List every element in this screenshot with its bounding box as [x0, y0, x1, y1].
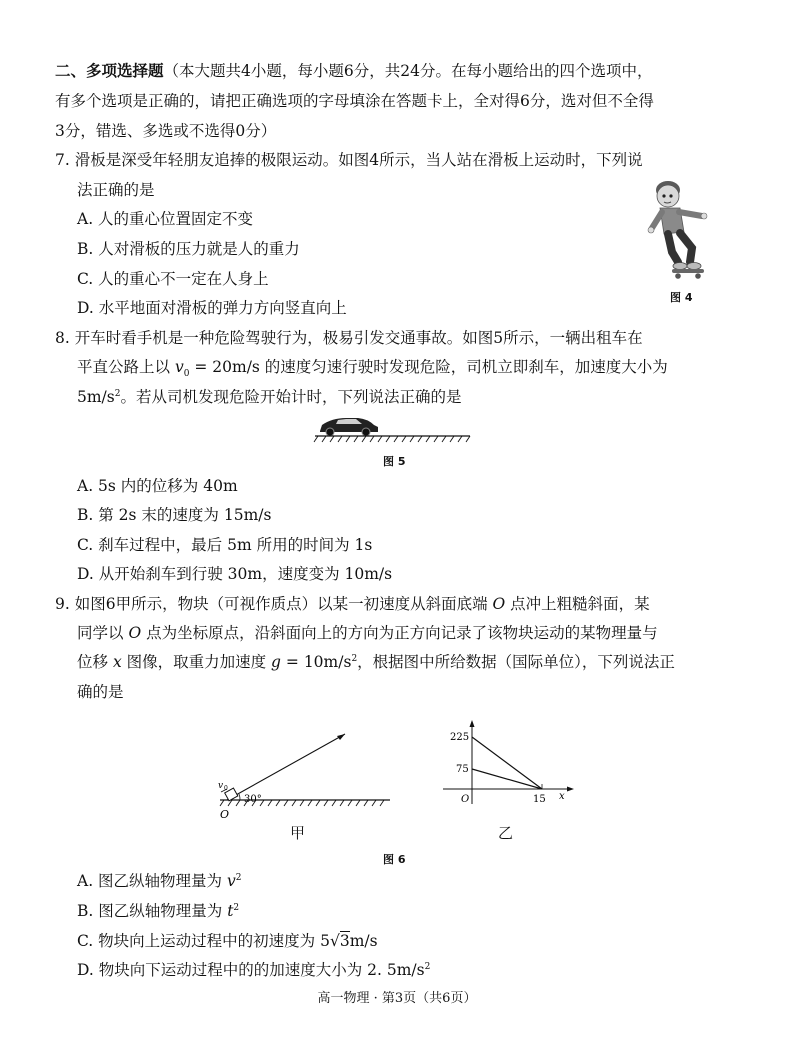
figure-5-caption: 图 5 — [383, 455, 406, 468]
q9-option-a: A. 图乙纵轴物理量为 $v^2$ — [77, 872, 242, 890]
section-intro-text: （本大题共4小题，每小题6分，共24分。在每小题给出的四个选项中， — [163, 62, 653, 80]
q7-stem-line-1: 7. 滑板是深受年轻朋友追捧的极限运动。如图4所示，当人站在滑板上运动时，下列说 — [55, 151, 643, 169]
q7-stem-line-2: 法正确的是 — [77, 181, 155, 199]
figure-4-caption: 图 4 — [670, 291, 693, 304]
q7-option-b: B. 人对滑板的压力就是人的重力 — [77, 240, 300, 258]
svg-text:225: 225 — [450, 732, 470, 743]
section-heading: 二、多项选择题 — [55, 61, 164, 80]
svg-text:x: x — [559, 791, 565, 802]
q7-option-c: C. 人的重心不一定在人身上 — [77, 270, 269, 288]
figure-jia-label: 甲 — [290, 824, 306, 842]
section-intro-line-3: 3分，错选、多选或不选得0分） — [55, 122, 277, 140]
svg-text:O: O — [220, 808, 230, 821]
car-on-road-figure — [312, 413, 472, 443]
q9-stem-line-1: 9. 如图6甲所示，物块（可视作质点）以某一初速度从斜面底端 O 点冲上粗糙斜面，某 — [55, 595, 650, 613]
q9-stem-line-3: 位移 x 图像，取重力加速度 $g = 10m/s^2$，根据图中所给数据（国际单位），下列说法正 — [77, 653, 675, 671]
q7-option-d: D. 水平地面对滑板的弹力方向竖直向上 — [77, 299, 347, 317]
svg-text:0: 0 — [224, 785, 228, 792]
q7-option-a: A. 人的重心位置固定不变 — [77, 210, 254, 228]
svg-text:v: v — [218, 781, 224, 791]
section-intro-line-2: 有多个选项是正确的，请把正确选项的字母填涂在答题卡上，全对得6分，选对但不全得 — [55, 92, 654, 110]
q8-option-c: C. 刹车过程中，最后 5m 所用的时间为 1s — [77, 536, 373, 554]
q9-option-b: B. 图乙纵轴物理量为 $t^2$ — [77, 902, 240, 920]
q9-option-c: C. 物块向上运动过程中的初速度为 5√3m/s — [77, 932, 378, 950]
figure-yi-label: 乙 — [498, 824, 514, 842]
section-intro-line-1 — [55, 60, 652, 82]
figure-6-caption: 图 6 — [383, 853, 406, 866]
svg-text:15: 15 — [533, 794, 546, 805]
page-footer: 高一物理 · 第3页（共6页） — [317, 991, 477, 1006]
svg-text:O: O — [461, 794, 470, 805]
graph-figure-yi — [440, 720, 575, 806]
sqrt-symbol: √ — [329, 932, 340, 950]
q8-stem-line-2: 平直公路上以 $v_0 = 20m/s$ 的速度匀速行驶时发现危险，司机立即刹车，加速度大小为 — [77, 358, 668, 380]
svg-text:75: 75 — [456, 764, 469, 775]
q8-stem-line-3: $5m/s^2$。若从司机发现危险开始计时，下列说法正确的是 — [77, 388, 462, 406]
svg-text:30°: 30° — [244, 794, 262, 805]
q9-stem-line-4: 确的是 — [77, 683, 124, 701]
q8-option-b: B. 第 2s 末的速度为 15m/s — [77, 506, 272, 524]
skateboarder-figure — [646, 176, 716, 282]
incline-figure-jia — [210, 728, 395, 826]
q8-option-a: A. 5s 内的位移为 40m — [77, 477, 238, 495]
q9-stem-line-2: 同学以 O 点为坐标原点，沿斜面向上的方向为正方向记录了该物块运动的某物理量与 — [77, 624, 658, 642]
q9-option-d: D. 物块向下运动过程中的的加速度大小为 2. $5m/s^2$ — [77, 961, 431, 979]
q8-option-d: D. 从开始刹车到行驶 30m，速度变为 10m/s — [77, 565, 393, 583]
q8-stem-line-1: 8. 开车时看手机是一种危险驾驶行为，极易引发交通事故。如图5所示，一辆出租车在 — [55, 329, 643, 347]
